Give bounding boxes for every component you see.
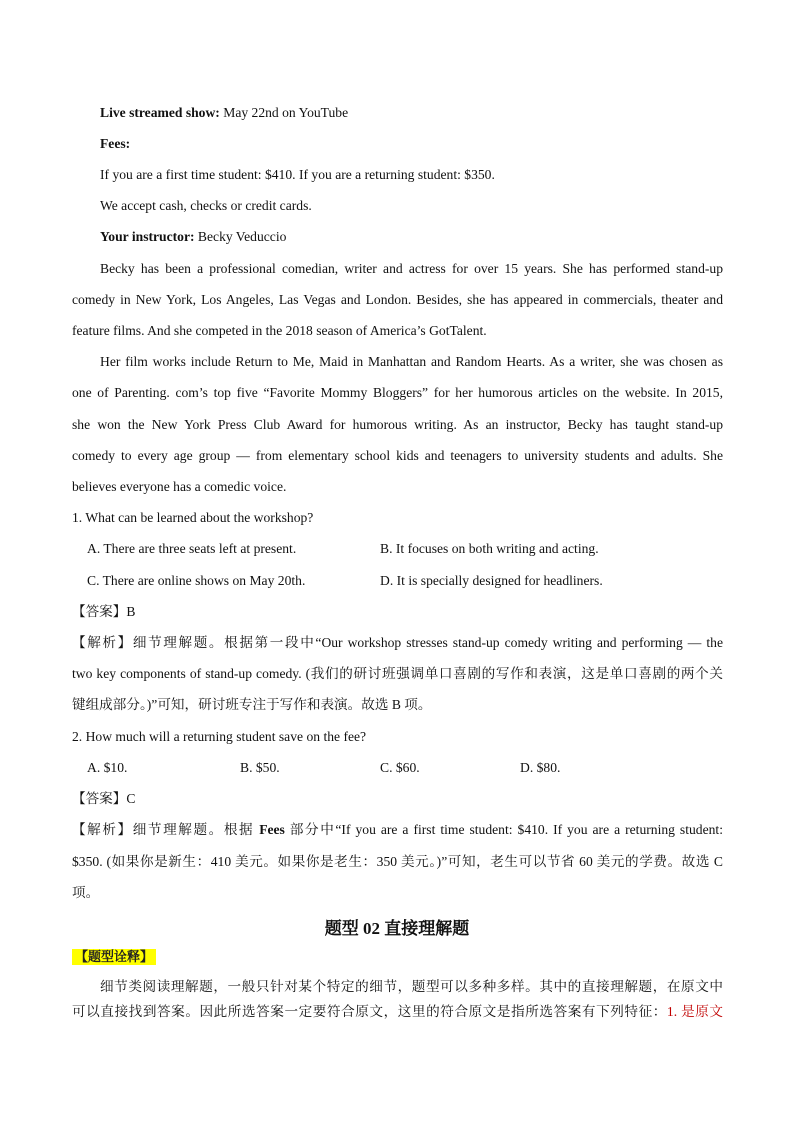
show-value: May 22nd on YouTube bbox=[219, 105, 349, 120]
q1-option-d: D. It is specially designed for headliners. bbox=[380, 573, 603, 588]
paragraph-line: she won the New York Press Club Award for humorous writing. As an instructor, Becky has taught stand-up bbox=[72, 417, 723, 432]
paragraph-line: Becky has been a professional comedian, writer and actress for over 15 years. She has performed stand-up bbox=[100, 261, 723, 276]
q2-option-b: B. $50. bbox=[240, 760, 280, 775]
q2-analysis-line: 【解析】细节理解题。根据 Fees 部分中“If you are a first time student: $410. If you are a returning student: bbox=[72, 822, 723, 837]
question-1: 1. What can be learned about the workshop? bbox=[72, 510, 314, 525]
q1-answer: 【答案】B bbox=[72, 604, 136, 619]
section-body-line: 可以直接找到答案。因此所选答案一定要符合原文，这里的符合原文是指所选答案有下列特征：1. 是原文 bbox=[72, 1004, 724, 1019]
instructor-line bbox=[100, 228, 286, 246]
q1-analysis-line: two key components of stand-up comedy. (我们的研讨班强调单口喜剧的写作和表演，这是单口喜剧的两个关 bbox=[72, 666, 723, 681]
section-tag: 【题型诠释】 bbox=[72, 949, 156, 965]
q1-option-c: C. There are online shows on May 20th. bbox=[87, 573, 306, 588]
q1-option-b: B. It focuses on both writing and acting. bbox=[380, 541, 599, 556]
section-heading: 题型 02 直接理解题 bbox=[324, 919, 470, 938]
paragraph-line: comedy in New York, Los Angeles, Las Vegas and London. Besides, she has appeared in commercials, theater and bbox=[72, 292, 723, 307]
section-body-line: 细节类阅读理解题，一般只针对某个特定的细节，题型可以多种多样。其中的直接理解题，在原文中 bbox=[100, 979, 723, 994]
payment-line: We accept cash, checks or credit cards. bbox=[100, 198, 312, 213]
paragraph-line: comedy to every age group — from elementary school kids and teenagers to university students and adults. She bbox=[72, 448, 723, 463]
q2-answer: 【答案】C bbox=[72, 791, 136, 806]
q2-option-c: C. $60. bbox=[380, 760, 420, 775]
instructor-name: Becky Veduccio bbox=[194, 229, 287, 244]
q2-option-a: A. $10. bbox=[87, 760, 128, 775]
show-label: Live streamed show: bbox=[100, 105, 220, 120]
q2-option-d: D. $80. bbox=[520, 760, 561, 775]
q2-analysis-line: 项。 bbox=[72, 885, 100, 900]
show-line bbox=[100, 104, 348, 122]
fees-line: If you are a first time student: $410. If you are a returning student: $350. bbox=[100, 167, 495, 182]
question-2: 2. How much will a returning student save on the fee? bbox=[72, 729, 367, 744]
paragraph-line: believes everyone has a comedic voice. bbox=[72, 479, 287, 494]
paragraph-line: Her film works include Return to Me, Maid in Manhattan and Random Hearts. As a writer, she was chosen as bbox=[100, 354, 723, 369]
q2-analysis-line: $350. (如果你是新生：410 美元。如果你是老生：350 美元。)”可知，老生可以节省 60 美元的学费。故选 C bbox=[72, 854, 723, 869]
q1-analysis-line: 【解析】细节理解题。根据第一段中“Our workshop stresses stand-up comedy writing and performing — the bbox=[72, 635, 723, 650]
q1-option-a: A. There are three seats left at present. bbox=[87, 541, 297, 556]
paragraph-line: one of Parenting. com’s top five “Favorite Mommy Bloggers” for her humorous articles on the website. In 2015, bbox=[72, 385, 723, 400]
paragraph-line: feature films. And she competed in the 2018 season of America’s GotTalent. bbox=[72, 323, 487, 338]
fees-label: Fees: bbox=[100, 136, 131, 151]
highlight-text: 1. 是原文 bbox=[666, 1004, 724, 1019]
q1-analysis-line: 键组成部分。)”可知，研讨班专注于写作和表演。故选 B 项。 bbox=[72, 697, 432, 712]
instructor-label: Your instructor: bbox=[100, 229, 195, 244]
